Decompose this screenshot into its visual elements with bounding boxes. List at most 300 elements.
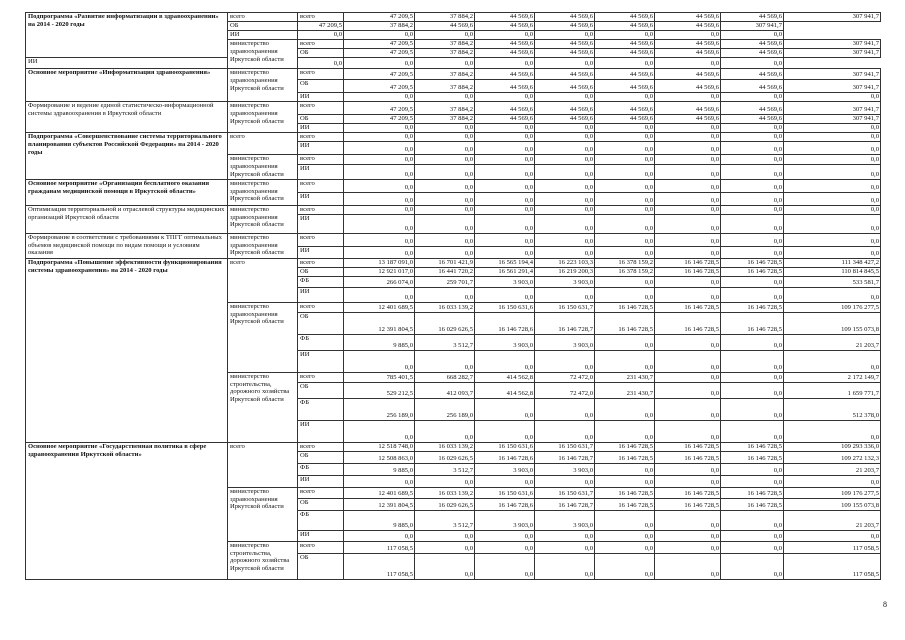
source-cell: ИИ: [298, 475, 344, 487]
year-value-cell: 0,0: [415, 164, 475, 179]
total-cell: 0,0: [721, 31, 784, 40]
year-value-cell: 668 282,7: [415, 372, 475, 382]
budget-table: [25, 12, 881, 580]
source-cell: ОБ: [298, 312, 344, 334]
year-value-cell: 3 903,0: [535, 463, 595, 475]
year-value-cell: 16 150 631,6: [475, 442, 535, 451]
table-row: [26, 442, 881, 451]
source-cell: ИИ: [298, 93, 344, 102]
year-value-cell: 0,0: [344, 205, 415, 214]
year-value-cell: 0,0: [475, 233, 535, 246]
total-cell: 109 176 277,5: [784, 487, 881, 498]
total-cell: 0,0: [784, 287, 881, 302]
source-cell: ОБ: [298, 553, 344, 579]
year-value-cell: 16 146 728,5: [655, 267, 721, 276]
year-value-cell: 44 569,6: [721, 102, 784, 115]
year-value-cell: 0,0: [535, 31, 595, 40]
year-value-cell: 0,0: [721, 398, 784, 420]
year-value-cell: 0,0: [535, 93, 595, 102]
table-row: [26, 13, 881, 22]
year-value-cell: 44 569,6: [595, 80, 655, 93]
year-value-cell: 47 209,5: [344, 102, 415, 115]
year-value-cell: 47 209,5: [298, 22, 344, 31]
year-value-cell: 0,0: [721, 93, 784, 102]
year-value-cell: 0,0: [655, 350, 721, 372]
total-cell: 0,0: [784, 233, 881, 246]
source-cell: ИИ: [298, 124, 344, 133]
year-value-cell: 0,0: [595, 276, 655, 287]
table-row: [26, 69, 881, 80]
executor-cell: всего: [228, 258, 298, 302]
year-value-cell: 0,0: [535, 179, 595, 192]
year-value-cell: 0,0: [535, 246, 595, 258]
year-value-cell: 0,0: [475, 179, 535, 192]
year-value-cell: 0,0: [535, 420, 595, 442]
year-value-cell: 0,0: [721, 192, 784, 205]
year-value-cell: 0,0: [721, 179, 784, 192]
year-value-cell: 44 569,6: [595, 13, 655, 22]
year-value-cell: 16 561 291,4: [475, 267, 535, 276]
year-value-cell: 44 569,6: [721, 49, 784, 58]
year-value-cell: 0,0: [415, 31, 475, 40]
year-value-cell: 0,0: [721, 350, 784, 372]
year-value-cell: 0,0: [415, 214, 475, 233]
year-value-cell: 0,0: [595, 398, 655, 420]
source-cell: ОБ: [298, 49, 344, 58]
source-cell: ИИ: [298, 287, 344, 302]
executor-cell: всего: [228, 13, 298, 22]
source-cell: ФБ: [298, 463, 344, 475]
year-value-cell: 3 512,7: [415, 510, 475, 530]
year-value-cell: 0,0: [595, 287, 655, 302]
year-value-cell: 0,0: [721, 463, 784, 475]
year-value-cell: 0,0: [595, 93, 655, 102]
year-value-cell: 16 146 728,5: [655, 498, 721, 510]
total-cell: 21 203,7: [784, 334, 881, 350]
year-value-cell: 47 209,5: [344, 115, 415, 124]
year-value-cell: 3 512,7: [415, 334, 475, 350]
executor-cell: министерство здравоохранения Иркутской области: [228, 233, 298, 258]
year-value-cell: 16 150 631,6: [475, 302, 535, 312]
year-value-cell: 12 401 689,5: [344, 487, 415, 498]
year-value-cell: 44 569,6: [655, 80, 721, 93]
year-value-cell: 16 146 728,5: [595, 487, 655, 498]
year-value-cell: 0,0: [475, 205, 535, 214]
year-value-cell: 0,0: [535, 350, 595, 372]
year-value-cell: 256 189,0: [415, 398, 475, 420]
year-value-cell: 0,0: [595, 214, 655, 233]
year-value-cell: 16 150 631,6: [475, 487, 535, 498]
year-value-cell: 47 209,5: [344, 80, 415, 93]
year-value-cell: 44 569,6: [721, 13, 784, 22]
total-cell: 307 941,7: [784, 80, 881, 93]
year-value-cell: 44 569,6: [595, 69, 655, 80]
source-cell: всего: [298, 442, 344, 451]
source-cell: ИИ: [298, 164, 344, 179]
year-value-cell: 0,0: [344, 475, 415, 487]
year-value-cell: 117 058,5: [344, 553, 415, 579]
year-value-cell: 44 569,6: [475, 80, 535, 93]
year-value-cell: 0,0: [415, 93, 475, 102]
year-value-cell: 0,0: [415, 530, 475, 541]
year-value-cell: 0,0: [535, 205, 595, 214]
year-value-cell: 0,0: [595, 124, 655, 133]
source-cell: ОБ: [298, 498, 344, 510]
year-value-cell: 0,0: [655, 246, 721, 258]
year-value-cell: 0,0: [721, 553, 784, 579]
total-cell: 0,0: [784, 93, 881, 102]
year-value-cell: 0,0: [535, 154, 595, 164]
year-value-cell: 0,0: [721, 233, 784, 246]
year-value-cell: 16 033 139,2: [415, 302, 475, 312]
year-value-cell: 0,0: [595, 154, 655, 164]
table-row: [26, 132, 881, 141]
year-value-cell: 16 146 728,5: [721, 451, 784, 463]
table-row: [26, 102, 881, 115]
year-value-cell: 16 029 626,5: [415, 312, 475, 334]
year-value-cell: 231 430,7: [595, 372, 655, 382]
year-value-cell: 412 093,7: [415, 382, 475, 398]
source-cell: ИИ: [298, 530, 344, 541]
year-value-cell: 0,0: [721, 510, 784, 530]
total-cell: 0,0: [721, 58, 784, 69]
total-cell: 0,0: [784, 154, 881, 164]
year-value-cell: 3 903,0: [475, 276, 535, 287]
year-value-cell: 37 884,2: [344, 22, 415, 31]
total-cell: 2 172 149,7: [784, 372, 881, 382]
year-value-cell: 9 885,0: [344, 334, 415, 350]
total-cell: 111 348 427,2: [784, 258, 881, 267]
source-cell: ИИ: [298, 192, 344, 205]
year-value-cell: 16 029 626,5: [415, 498, 475, 510]
year-value-cell: 16 146 728,5: [721, 442, 784, 451]
total-cell: 0,0: [784, 420, 881, 442]
year-value-cell: 44 569,6: [475, 49, 535, 58]
task-name-cell: Основное мероприятие «Организация бесплатного оказания гражданам медицинской помощи в Иркутской области»: [26, 179, 228, 205]
total-cell: 533 581,7: [784, 276, 881, 287]
year-value-cell: 0,0: [595, 246, 655, 258]
year-value-cell: 16 146 728,5: [721, 258, 784, 267]
year-value-cell: 16 146 728,5: [721, 267, 784, 276]
year-value-cell: 0,0: [344, 124, 415, 133]
year-value-cell: 44 569,6: [475, 40, 535, 49]
year-value-cell: 44 569,6: [595, 102, 655, 115]
executor-cell: министерство здравоохранения Иркутской области: [228, 205, 298, 233]
year-value-cell: 0,0: [721, 214, 784, 233]
source-cell: всего: [298, 154, 344, 164]
year-value-cell: 0,0: [344, 214, 415, 233]
executor-cell: министерство здравоохранения Иркутской области: [228, 69, 298, 102]
year-value-cell: 0,0: [475, 475, 535, 487]
year-value-cell: 414 562,8: [475, 382, 535, 398]
year-value-cell: 0,0: [535, 192, 595, 205]
year-value-cell: 0,0: [415, 58, 475, 69]
year-value-cell: 9 885,0: [344, 463, 415, 475]
total-cell: 307 941,7: [784, 13, 881, 22]
year-value-cell: 0,0: [721, 541, 784, 553]
source-cell: ОБ: [298, 382, 344, 398]
year-value-cell: 0,0: [535, 475, 595, 487]
source-cell: всего: [298, 487, 344, 498]
year-value-cell: 44 569,6: [721, 40, 784, 49]
year-value-cell: 16 146 728,5: [595, 302, 655, 312]
year-value-cell: 44 569,6: [475, 69, 535, 80]
year-value-cell: 0,0: [655, 58, 721, 69]
source-cell: ОБ: [228, 22, 298, 31]
year-value-cell: 0,0: [721, 276, 784, 287]
year-value-cell: 37 884,2: [415, 102, 475, 115]
year-value-cell: 0,0: [344, 287, 415, 302]
year-value-cell: 0,0: [475, 398, 535, 420]
year-value-cell: 0,0: [535, 398, 595, 420]
table-row: [26, 179, 881, 192]
year-value-cell: 16 146 728,5: [655, 312, 721, 334]
total-cell: 0,0: [784, 246, 881, 258]
year-value-cell: 0,0: [475, 214, 535, 233]
year-value-cell: 47 209,5: [344, 49, 415, 58]
total-cell: 109 155 073,8: [784, 498, 881, 510]
year-value-cell: 0,0: [655, 420, 721, 442]
total-cell: 0,0: [784, 475, 881, 487]
year-value-cell: 0,0: [721, 124, 784, 133]
year-value-cell: 44 569,6: [721, 115, 784, 124]
total-cell: 1 659 771,7: [784, 382, 881, 398]
year-value-cell: 0,0: [721, 287, 784, 302]
source-cell: ИИ: [298, 246, 344, 258]
year-value-cell: 529 212,5: [344, 382, 415, 398]
year-value-cell: 0,0: [344, 141, 415, 154]
year-value-cell: 0,0: [415, 192, 475, 205]
year-value-cell: 0,0: [415, 233, 475, 246]
source-cell: всего: [298, 69, 344, 80]
year-value-cell: 16 565 194,4: [475, 258, 535, 267]
year-value-cell: 9 885,0: [344, 510, 415, 530]
year-value-cell: 72 472,0: [535, 382, 595, 398]
table-row: [26, 205, 881, 214]
total-cell: 109 272 132,3: [784, 451, 881, 463]
year-value-cell: 785 401,5: [344, 372, 415, 382]
year-value-cell: 16 033 139,2: [415, 487, 475, 498]
year-value-cell: 37 884,2: [415, 80, 475, 93]
year-value-cell: 0,0: [535, 541, 595, 553]
year-value-cell: 0,0: [595, 420, 655, 442]
executor-cell: министерство здравоохранения Иркутской области: [228, 302, 298, 372]
year-value-cell: 0,0: [655, 510, 721, 530]
year-value-cell: 0,0: [344, 31, 415, 40]
year-value-cell: 0,0: [475, 420, 535, 442]
year-value-cell: 231 430,7: [595, 382, 655, 398]
executor-cell: министерство здравоохранения Иркутской области: [228, 102, 298, 133]
task-name-cell: Оптимизация территориальной и отраслевой структуры медицинских организаций Иркутской области: [26, 205, 228, 233]
year-value-cell: 0,0: [344, 132, 415, 141]
total-cell: 307 941,7: [784, 69, 881, 80]
year-value-cell: 16 029 626,5: [415, 451, 475, 463]
year-value-cell: 44 569,6: [655, 40, 721, 49]
source-cell: всего: [298, 205, 344, 214]
year-value-cell: 0,0: [475, 553, 535, 579]
year-value-cell: 0,0: [655, 192, 721, 205]
year-value-cell: 16 146 728,5: [595, 451, 655, 463]
total-cell: 0,0: [784, 530, 881, 541]
year-value-cell: 256 189,0: [344, 398, 415, 420]
total-cell: 117 058,5: [784, 553, 881, 579]
total-cell: 0,0: [784, 179, 881, 192]
year-value-cell: 0,0: [415, 541, 475, 553]
year-value-cell: 16 146 728,5: [655, 442, 721, 451]
total-cell: 0,0: [784, 164, 881, 179]
year-value-cell: 0,0: [415, 154, 475, 164]
total-cell: 307 941,7: [721, 22, 784, 31]
year-value-cell: 0,0: [415, 475, 475, 487]
year-value-cell: 44 569,6: [535, 69, 595, 80]
source-cell: всего: [298, 13, 344, 22]
year-value-cell: 0,0: [344, 420, 415, 442]
year-value-cell: 0,0: [344, 530, 415, 541]
year-value-cell: 37 884,2: [415, 40, 475, 49]
source-cell: всего: [298, 132, 344, 141]
year-value-cell: 12 508 863,0: [344, 451, 415, 463]
year-value-cell: 44 569,6: [595, 115, 655, 124]
year-value-cell: 16 146 728,6: [475, 498, 535, 510]
year-value-cell: 0,0: [655, 541, 721, 553]
year-value-cell: 0,0: [595, 530, 655, 541]
year-value-cell: 0,0: [595, 510, 655, 530]
total-cell: 109 176 277,5: [784, 302, 881, 312]
year-value-cell: 16 701 421,9: [415, 258, 475, 267]
year-value-cell: 47 209,5: [344, 40, 415, 49]
year-value-cell: 16 146 728,5: [721, 487, 784, 498]
year-value-cell: 259 701,7: [415, 276, 475, 287]
year-value-cell: 0,0: [595, 350, 655, 372]
year-value-cell: 3 903,0: [535, 510, 595, 530]
year-value-cell: 0,0: [595, 233, 655, 246]
year-value-cell: 0,0: [475, 350, 535, 372]
total-cell: 0,0: [784, 205, 881, 214]
year-value-cell: 0,0: [415, 141, 475, 154]
year-value-cell: 44 569,6: [595, 22, 655, 31]
year-value-cell: 0,0: [655, 154, 721, 164]
year-value-cell: 16 146 728,7: [535, 312, 595, 334]
total-cell: 0,0: [784, 132, 881, 141]
year-value-cell: 0,0: [475, 154, 535, 164]
executor-cell: министерство здравоохранения Иркутской области: [228, 179, 298, 205]
year-value-cell: 0,0: [475, 141, 535, 154]
year-value-cell: 0,0: [655, 233, 721, 246]
year-value-cell: 0,0: [721, 132, 784, 141]
year-value-cell: 0,0: [655, 124, 721, 133]
year-value-cell: 0,0: [344, 58, 415, 69]
year-value-cell: 0,0: [655, 276, 721, 287]
year-value-cell: 0,0: [475, 530, 535, 541]
source-cell: ИИ: [228, 31, 298, 40]
year-value-cell: 0,0: [344, 154, 415, 164]
year-value-cell: 72 472,0: [535, 372, 595, 382]
year-value-cell: 0,0: [595, 164, 655, 179]
year-value-cell: 16 146 728,5: [721, 312, 784, 334]
year-value-cell: 16 146 728,6: [475, 312, 535, 334]
year-value-cell: 16 146 728,7: [535, 498, 595, 510]
year-value-cell: 0,0: [475, 541, 535, 553]
year-value-cell: 0,0: [595, 541, 655, 553]
table-row: [26, 58, 881, 69]
year-value-cell: 0,0: [721, 372, 784, 382]
year-value-cell: 0,0: [655, 31, 721, 40]
year-value-cell: 12 401 689,5: [344, 302, 415, 312]
year-value-cell: 44 569,6: [655, 69, 721, 80]
total-cell: 307 941,7: [784, 49, 881, 58]
year-value-cell: 0,0: [298, 31, 344, 40]
year-value-cell: 0,0: [535, 553, 595, 579]
year-value-cell: 0,0: [415, 553, 475, 579]
executor-cell: всего: [228, 442, 298, 487]
year-value-cell: 0,0: [344, 179, 415, 192]
task-name-cell: Подпрограмма «Повышение эффективности функционирования системы здравоохранения» на 2014 - 2020 годы: [26, 258, 228, 442]
year-value-cell: 37 884,2: [415, 115, 475, 124]
year-value-cell: 16 441 720,2: [415, 267, 475, 276]
source-cell: всего: [298, 372, 344, 382]
year-value-cell: 12 921 017,0: [344, 267, 415, 276]
task-name-cell: Формирование и ведение единой статистическо-информационной системы здравоохранения в Иркутской области: [26, 102, 228, 133]
task-name-cell: Формирование в соответствии с требованиями к ТПГГ оптимальных объемов медицинской помощи по видам помощи и условиям оказания: [26, 233, 228, 258]
year-value-cell: 0,0: [595, 334, 655, 350]
total-cell: 21 203,7: [784, 463, 881, 475]
year-value-cell: 0,0: [595, 58, 655, 69]
year-value-cell: 117 058,5: [344, 541, 415, 553]
year-value-cell: 16 146 728,6: [475, 451, 535, 463]
year-value-cell: 0,0: [415, 132, 475, 141]
year-value-cell: 0,0: [721, 382, 784, 398]
year-value-cell: 0,0: [535, 164, 595, 179]
year-value-cell: 0,0: [415, 420, 475, 442]
year-value-cell: 44 569,6: [415, 22, 475, 31]
year-value-cell: 0,0: [655, 164, 721, 179]
year-value-cell: 44 569,6: [655, 13, 721, 22]
year-value-cell: 0,0: [595, 31, 655, 40]
total-cell: 0,0: [784, 192, 881, 205]
source-cell: ОБ: [298, 267, 344, 276]
year-value-cell: 37 884,2: [415, 69, 475, 80]
source-cell: ОБ: [298, 115, 344, 124]
executor-cell: министерство здравоохранения Иркутской области: [228, 40, 298, 69]
executor-cell: министерство строительства, дорожного хозяйства Иркутской области: [228, 541, 298, 579]
year-value-cell: 0,0: [655, 205, 721, 214]
year-value-cell: 0,0: [535, 132, 595, 141]
year-value-cell: 0,0: [344, 93, 415, 102]
year-value-cell: 0,0: [655, 214, 721, 233]
total-cell: 109 293 336,0: [784, 442, 881, 451]
year-value-cell: 0,0: [655, 372, 721, 382]
year-value-cell: 0,0: [344, 192, 415, 205]
year-value-cell: 44 569,6: [595, 49, 655, 58]
year-value-cell: 44 569,6: [475, 13, 535, 22]
year-value-cell: 0,0: [721, 141, 784, 154]
total-cell: 307 941,7: [784, 115, 881, 124]
year-value-cell: 0,0: [655, 141, 721, 154]
task-name-cell: Подпрограмма «Развитие информатизации в здравоохранении» на 2014 - 2020 годы: [26, 13, 228, 58]
year-value-cell: 16 146 728,5: [595, 498, 655, 510]
year-value-cell: 0,0: [475, 246, 535, 258]
year-value-cell: 16 146 728,5: [655, 302, 721, 312]
source-cell: всего: [298, 258, 344, 267]
year-value-cell: 44 569,6: [475, 22, 535, 31]
year-value-cell: 12 391 804,5: [344, 312, 415, 334]
year-value-cell: 16 033 139,2: [415, 442, 475, 451]
source-cell: всего: [298, 302, 344, 312]
year-value-cell: 0,0: [535, 124, 595, 133]
total-cell: 307 941,7: [784, 102, 881, 115]
source-cell: ФБ: [298, 334, 344, 350]
year-value-cell: 16 146 728,5: [721, 498, 784, 510]
